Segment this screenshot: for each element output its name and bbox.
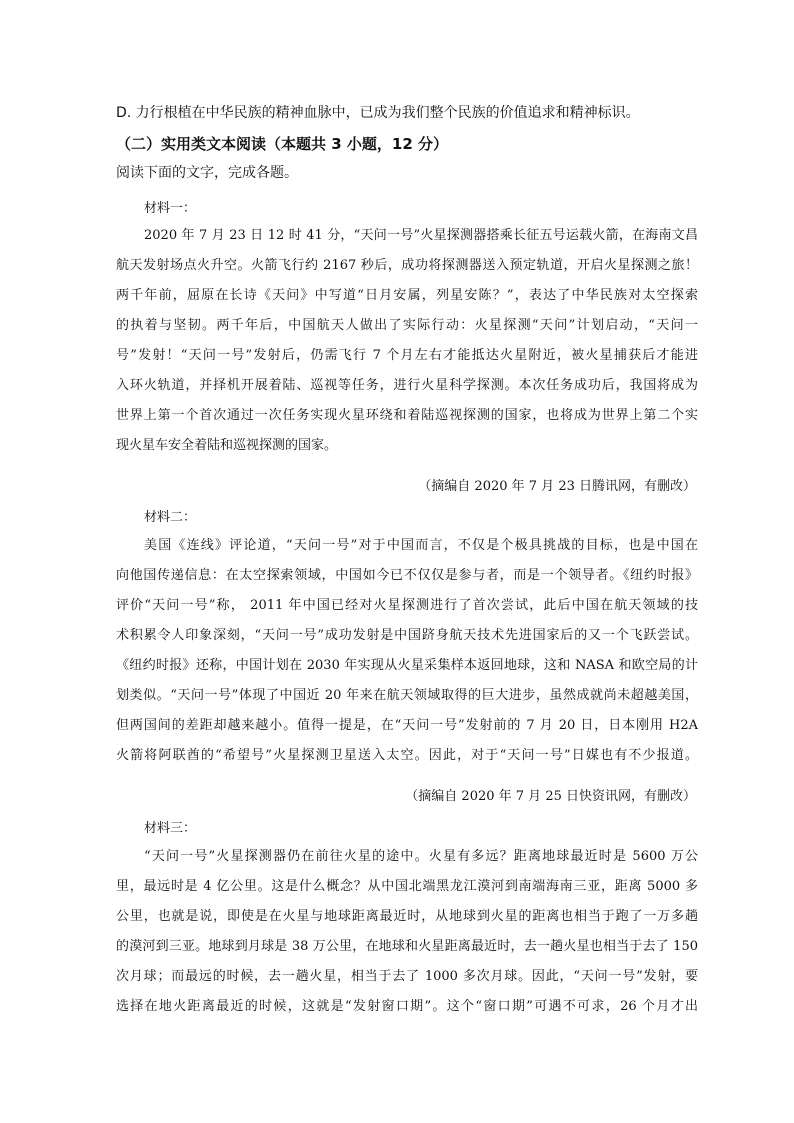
material-one-text xyxy=(116,221,698,461)
paragraph-line: 划类似。“天问一号”体现了中国近 20 年来在航天领域取得的巨大进步，虽然成就尚未超越美国， xyxy=(116,688,698,703)
paragraph-line: 美国《连线》评论道，“天问一号”对于中国而言，不仅是个极具挑战的目标，也是中国在 xyxy=(144,538,698,553)
material-one-source: （摘编自 2020 年 7 月 23 日腾讯网，有删改） xyxy=(418,479,696,494)
paragraph-line: 号”发射！“天问一号”发射后，仍需飞行 7 个月左右才能抵达火星附近，被火星捕获后才能进 xyxy=(116,348,698,363)
paragraph-line: 里，最远时是 4 亿公里。这是什么概念？从中国北端黑龙江漠河到南端海南三亚，距离 5000 多 xyxy=(116,879,698,894)
material-three-label: 材料三： xyxy=(144,821,197,836)
paragraph-line: 术积累令人印象深刻，“天问一号”成功发射是中国跻身航天技术先进国家后的又一个飞跃尝试。 xyxy=(116,628,698,643)
material-one-label: 材料一： xyxy=(144,201,197,216)
paragraph-line: 两千年前，屈原在长诗《天问》中写道“日月安属，列星安陈？”，表达了中华民族对太空探索 xyxy=(116,288,698,303)
paragraph-line: 公里，也就是说，即使是在火星与地球距离最近时，从地球到火星的距离也相当于跑了一万多趟 xyxy=(116,909,698,924)
paragraph-line: 《纽约时报》还称，中国计划在 2030 年实现从火星采集样本返回地球，这和 NASA 和欧空局的计 xyxy=(116,658,698,673)
paragraph-line: 航天发射场点火升空。火箭飞行约 2167 秒后，成功将探测器送入预定轨道，开启火星探测之旅！ xyxy=(116,258,698,273)
paragraph-line: 的漠河到三亚。地球到月球是 38 万公里，在地球和火星距离最近时，去一趟火星也相当于去了 150 xyxy=(116,939,698,954)
paragraph-line: “天问一号”火星探测器仍在前往火星的途中。火星有多远？距离地球最近时是 5600 万公 xyxy=(144,849,698,864)
answer-option-d: D. 力行根植在中华民族的精神血脉中，已成为我们整个民族的价值追求和精神标识。 xyxy=(116,105,640,121)
section-title: （二）实用类文本阅读（本题共 3 小题，12 分） xyxy=(116,135,448,153)
paragraph-line: 的执着与坚韧。两千年后，中国航天人做出了实际行动：火星探测“天问”计划启动，“天问一 xyxy=(116,318,698,333)
material-two-source: （摘编自 2020 年 7 月 25 日快资讯网，有删改） xyxy=(405,789,696,804)
paragraph-line: 但两国间的差距却越来越小。值得一提是，在“天问一号”发射前的 7 月 20 日，日本刚用 H2A xyxy=(116,718,698,733)
material-two-text xyxy=(116,531,698,771)
reading-instruction: 阅读下面的文字，完成各题。 xyxy=(116,165,298,181)
paragraph-line: 火箭将阿联酋的“希望号”火星探测卫星送入太空。因此，对于“天问一号”日媒也有不少报道。 xyxy=(116,748,698,763)
paragraph-line: 选择在地火距离最近的时候，这就是“发射窗口期”。这个“窗口期”可遇不可求，26 个月才出 xyxy=(116,999,698,1014)
paragraph-line: 入环火轨道，并择机开展着陆、巡视等任务，进行火星科学探测。本次任务成功后，我国将成为 xyxy=(116,378,698,393)
paragraph-line: 次月球；而最远的时候，去一趟火星，相当于去了 1000 多次月球。因此，“天问一号”发射，要 xyxy=(116,969,698,984)
material-two-label: 材料二： xyxy=(144,510,197,525)
paragraph-line: 向他国传递信息：在太空探索领域，中国如今已不仅仅是参与者，而是一个领导者。《纽约时报》 xyxy=(116,568,698,583)
paragraph-line: 现火星车安全着陆和巡视探测的国家。 xyxy=(116,438,338,453)
material-three-text xyxy=(116,842,698,1022)
paragraph-line: 评价“天问一号”称， 2011 年中国已经对火星探测进行了首次尝试，此后中国在航天领域的技 xyxy=(116,598,698,613)
paragraph-line: 2020 年 7 月 23 日 12 时 41 分，“天问一号”火星探测器搭乘长征五号运载火箭，在海南文昌 xyxy=(144,228,698,243)
paragraph-line: 世界上第一个首次通过一次任务实现火星环绕和着陆巡视探测的国家，也将成为世界上第二个实 xyxy=(116,408,698,423)
